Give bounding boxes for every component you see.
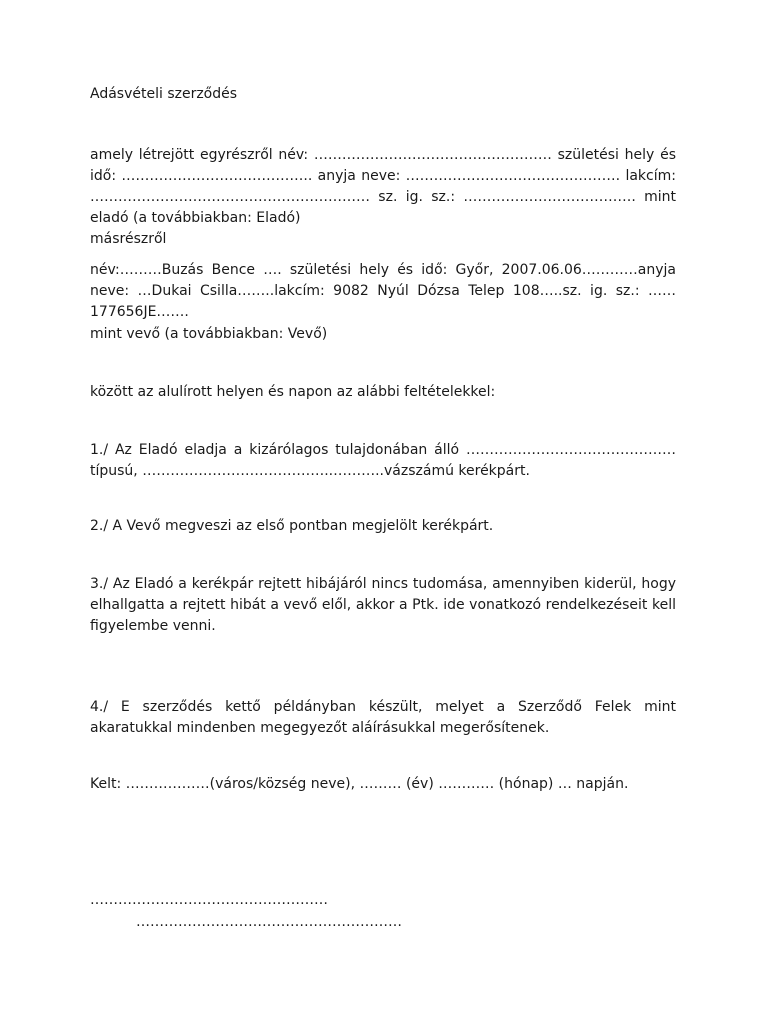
buyer-role-line: mint vevő (a továbbiakban: Vevő) (90, 326, 328, 342)
clause-1: 1./ Az Eladó eladja a kizárólagos tulajdonában álló ……………………………………… típusú, …………………………………..………..vázszámú kerékpárt. (90, 442, 676, 479)
signature-line-buyer: ………………………………………………… (136, 914, 402, 930)
clause-3: 3./ Az Eladó a kerékpár rejtett hibájáról nincs tudomása, amennyiben kiderül, hogy elhallgatta a rejtett hibát a vevő elől, akkor a Ptk. ide vonatkozó rendelkezéseit kell figyelembe venni. (90, 576, 676, 634)
signature-line-seller: …………………………………………… (90, 892, 328, 908)
buyer-details-paragraph: név:………Buzás Bence …. születési hely és idő: Győr, 2007.06.06…………anyja neve: …Dukai Csilla……..lakcím: 9082 Nyúl Dózsa Telep 108…..sz. ig. sz.: …… 177656JE……. (90, 262, 676, 320)
kelt-line: Kelt: ………………(város/község neve), ……… (év) ………… (hónap) … napján. (90, 776, 629, 792)
clause-4: 4./ E szerződés kettő példányban készült, melyet a Szerződő Felek mint akaratukkal mindenben megegyezőt aláírásukkal megerősítenek. (90, 699, 676, 736)
document-title: Adásvételi szerződés (90, 86, 238, 102)
masreszrol-label: másrészről (90, 231, 167, 247)
seller-intro-paragraph: amely létrejött egyrészről név: …………………………………………… születési hely és idő: ………………………………….. anyja neve: ………………………………………. lakcím: …………………………………………………… sz. ig. sz.: ………………………………. mint eladó (a továbbiakban: Eladó) (90, 147, 676, 226)
conditions-intro: között az alulírott helyen és napon az alábbi feltételekkel: (90, 384, 496, 400)
clause-2: 2./ A Vevő megveszi az első pontban megjelölt kerékpárt. (90, 518, 494, 534)
